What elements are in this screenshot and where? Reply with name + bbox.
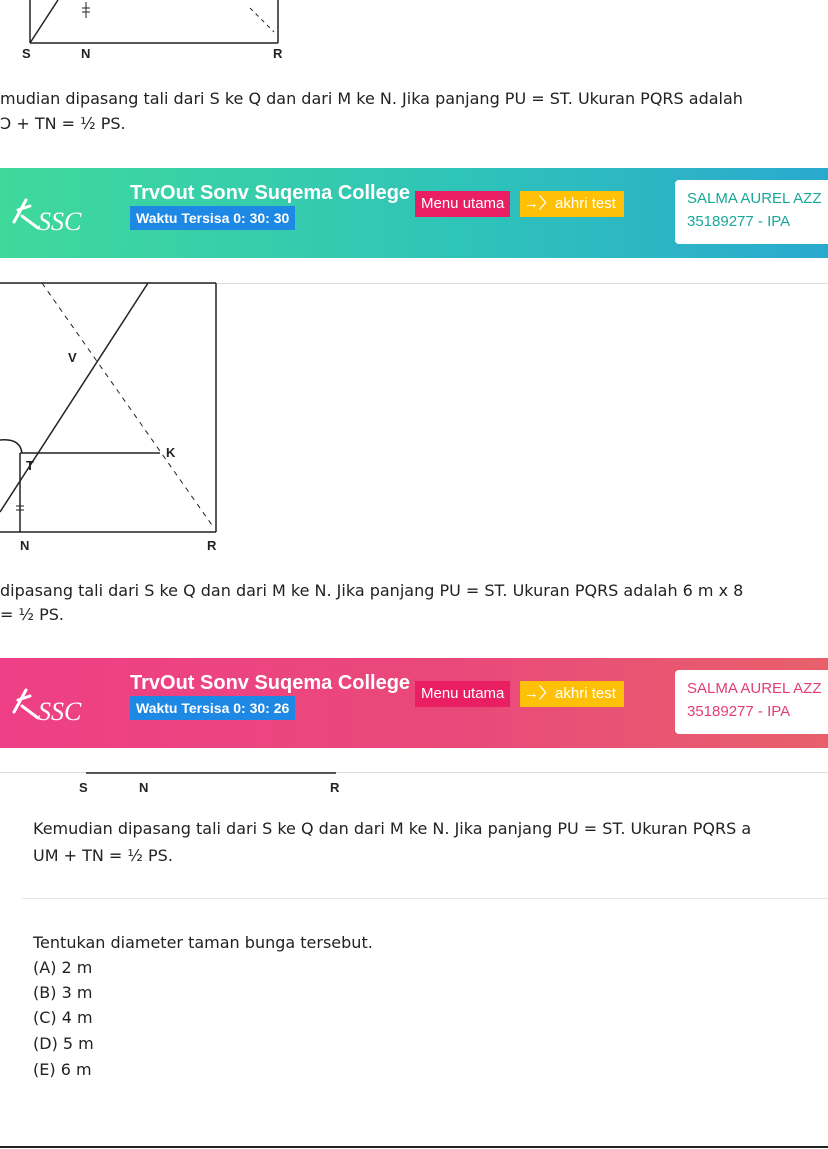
question-fragment-line: Ↄ + TN = ½ PS. bbox=[0, 114, 126, 133]
figure-dashed-line bbox=[250, 8, 274, 32]
end-test-button[interactable] bbox=[520, 191, 624, 217]
option-text: 5 m bbox=[62, 1034, 94, 1053]
svg-text:SSC: SSC bbox=[38, 697, 82, 726]
question-prompt: Tentukan diameter taman bunga tersebut. bbox=[33, 933, 373, 952]
app-header bbox=[0, 658, 828, 748]
answer-option-b[interactable] bbox=[33, 981, 92, 1005]
ssc-logo bbox=[8, 682, 118, 726]
option-key: (A) bbox=[33, 958, 57, 977]
app-title: TrvOut Sonv Suqema College bbox=[130, 672, 411, 694]
ssc-logo bbox=[8, 192, 118, 236]
app-header bbox=[0, 168, 828, 258]
svg-text:SSC: SSC bbox=[38, 207, 82, 236]
figure-arc bbox=[0, 440, 22, 453]
user-id: 35189277 - IPA bbox=[687, 213, 791, 230]
label-r: R bbox=[330, 780, 340, 795]
end-test-button[interactable] bbox=[520, 681, 624, 707]
option-key: (B) bbox=[33, 983, 57, 1002]
figure-middle bbox=[0, 270, 828, 560]
question-fragment-line: dipasang tali dari S ke Q dan dari M ke N. Jika panjang PU = ST. Ukuran PQRS adalah 6 m x 8 bbox=[0, 581, 744, 600]
label-n: N bbox=[20, 538, 30, 553]
user-card bbox=[675, 180, 828, 244]
option-key: (E) bbox=[33, 1060, 56, 1079]
bottom-border bbox=[0, 1146, 828, 1148]
label-v: V bbox=[68, 350, 77, 365]
menu-button[interactable]: Menu utama bbox=[415, 681, 510, 707]
menu-button[interactable]: Menu utama bbox=[415, 191, 510, 217]
option-key: (C) bbox=[33, 1008, 57, 1027]
figure-bottom-fragment bbox=[0, 762, 828, 802]
label-s: S bbox=[22, 46, 31, 61]
answer-option-d[interactable] bbox=[33, 1032, 94, 1056]
option-text: 6 m bbox=[60, 1060, 92, 1079]
option-key: (D) bbox=[33, 1034, 58, 1053]
time-remaining: Waktu Tersisa 0: 30: 26 bbox=[130, 696, 295, 720]
user-name: SALMA AUREL AZZ bbox=[687, 680, 822, 697]
question-text-line: UM + TN = ½ PS. bbox=[33, 846, 173, 865]
end-test-label: akhri test bbox=[555, 685, 616, 702]
question-fragment-line: = ½ PS. bbox=[0, 605, 64, 624]
label-k: K bbox=[166, 445, 176, 460]
label-n: N bbox=[139, 780, 149, 795]
user-card bbox=[675, 670, 828, 734]
option-text: 3 m bbox=[61, 983, 93, 1002]
figure-line bbox=[30, 0, 58, 43]
label-t: T bbox=[26, 458, 34, 473]
label-n: N bbox=[81, 46, 91, 61]
sign-out-icon: →〉 bbox=[524, 195, 555, 212]
user-id: 35189277 - IPA bbox=[687, 703, 791, 720]
divider bbox=[22, 898, 828, 899]
time-remaining: Waktu Tersisa 0: 30: 30 bbox=[130, 206, 295, 230]
figure-dashed-line bbox=[42, 283, 214, 528]
question-text-line: Kemudian dipasang tali dari S ke Q dan dari M ke N. Jika panjang PU = ST. Ukuran PQRS a bbox=[33, 819, 752, 838]
label-s: S bbox=[79, 780, 88, 795]
app-title: TrvOut Sonv Suqema College bbox=[130, 182, 411, 204]
user-name: SALMA AUREL AZZ bbox=[687, 190, 822, 207]
option-text: 2 m bbox=[61, 958, 93, 977]
answer-option-e[interactable] bbox=[33, 1058, 92, 1082]
end-test-label: akhri test bbox=[555, 195, 616, 212]
question-fragment-line: mudian dipasang tali dari S ke Q dan dari M ke N. Jika panjang PU = ST. Ukuran PQRS adalah bbox=[0, 89, 743, 108]
option-text: 4 m bbox=[61, 1008, 93, 1027]
figure-line bbox=[0, 283, 148, 512]
answer-option-a[interactable] bbox=[33, 956, 92, 980]
answer-option-c[interactable] bbox=[33, 1006, 93, 1030]
figure-top-fragment bbox=[0, 0, 828, 70]
sign-out-icon: →〉 bbox=[524, 685, 555, 702]
label-r: R bbox=[207, 538, 217, 553]
label-r: R bbox=[273, 46, 283, 61]
